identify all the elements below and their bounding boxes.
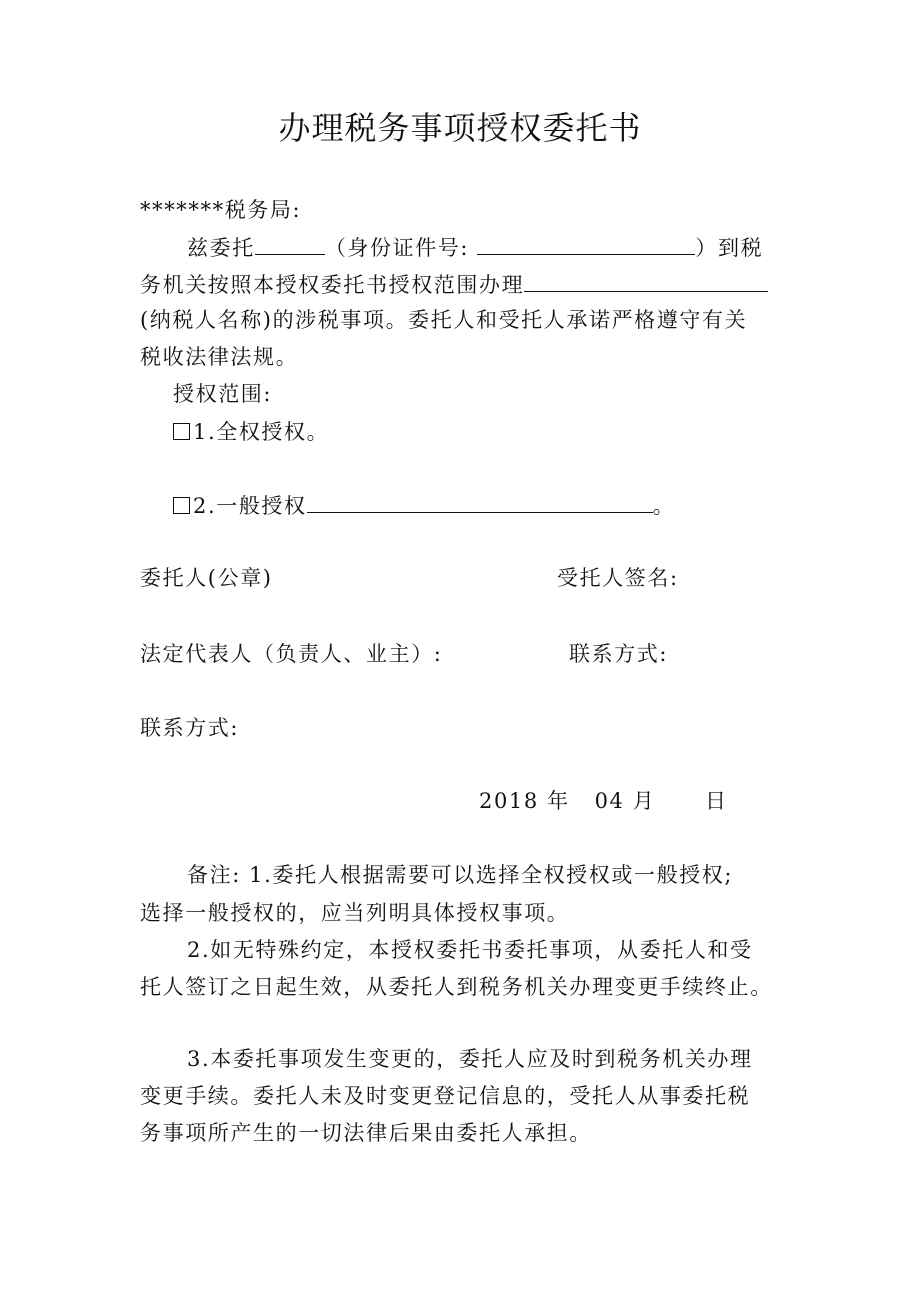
- option2-end: 。: [652, 494, 676, 518]
- addressee: *******税务局:: [140, 198, 302, 222]
- para1-line2: [140, 269, 768, 299]
- para1-line4: 税收法律法规。: [140, 345, 299, 369]
- para1-line3: (纳税人名称)的涉税事项。委托人和受托人承诺严格遵守有关: [140, 308, 748, 332]
- date-month-unit: 月: [632, 789, 656, 813]
- agent-signature-label: 受托人签名:: [557, 566, 679, 590]
- note3-line1: 3.本委托事项发生变更的，委托人应及时到税务机关办理: [187, 1047, 753, 1071]
- principal-seal-label: 委托人(公章): [140, 566, 273, 590]
- date-day-unit: 日: [705, 789, 728, 813]
- legal-representative-label: 法定代表人（负责人、业主）:: [140, 642, 443, 666]
- date-line: [479, 787, 728, 815]
- para1-text-d: 务机关按照本授权委托书授权范围办理: [140, 273, 525, 297]
- scope-label: 授权范围:: [173, 382, 273, 406]
- para1-text-c: ）到税: [695, 236, 764, 260]
- general-scope-blank: [307, 490, 653, 513]
- option-general-authorization: [173, 490, 675, 520]
- note2-line1: 2.如无特殊约定，本授权委托书委托事项，从委托人和受: [187, 938, 753, 962]
- checkbox-full[interactable]: [173, 423, 190, 440]
- date-month: 04: [594, 789, 625, 813]
- agent-name-blank: [255, 232, 325, 255]
- note3-line2: 变更手续。委托人未及时变更登记信息的，受托人从事委托税: [140, 1084, 751, 1108]
- taxpayer-name-blank: [524, 269, 768, 292]
- note2-line2: 托人签订之日起生效，从委托人到税务机关办理变更手续终止。: [140, 975, 773, 999]
- para1-text-b: （身份证件号:: [324, 236, 470, 260]
- checkbox-general[interactable]: [173, 497, 190, 514]
- option2-label: 2.一般授权: [193, 494, 307, 518]
- principal-contact-label: 联系方式:: [140, 716, 240, 740]
- para1-line1: [187, 232, 763, 262]
- date-year-unit: 年: [547, 789, 570, 813]
- agent-contact-label: 联系方式:: [569, 642, 669, 666]
- option-full-authorization: [173, 418, 329, 446]
- para1-text-a: 兹委托: [187, 236, 255, 260]
- document-title: 办理税务事项授权委托书: [278, 109, 642, 147]
- note1-line1: 备注: 1.委托人根据需要可以选择全权授权或一般授权;: [187, 863, 734, 887]
- date-year: 2018: [479, 789, 539, 813]
- note3-line3: 务事项所产生的一切法律后果由委托人承担。: [140, 1121, 592, 1145]
- id-number-blank: [477, 232, 695, 255]
- note1-line2: 选择一般授权的，应当列明具体授权事项。: [140, 901, 570, 925]
- option1-label: 1.全权授权。: [193, 420, 330, 444]
